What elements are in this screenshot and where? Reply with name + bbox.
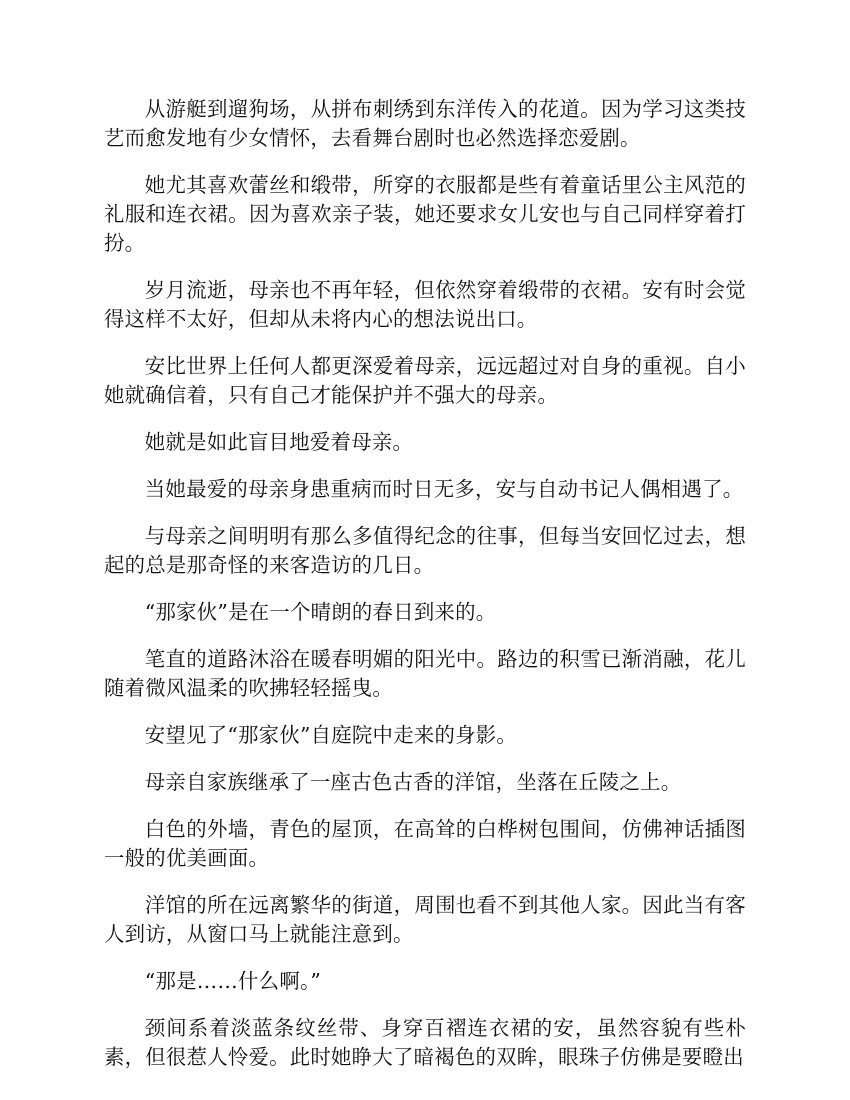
paragraph: “那是……什么啊。” — [144, 969, 322, 993]
paragraph: 当她最爱的母亲身患重病而时日无多，安与自动书记人偶相遇了。 — [144, 477, 744, 501]
paragraph: 她就是如此盲目地爱着母亲。 — [144, 430, 414, 454]
paragraph: 安望见了“那家伙”自庭院中走来的身影。 — [144, 723, 518, 747]
paragraph: 母亲自家族继承了一座古色古香的洋馆，坐落在丘陵之上。 — [144, 770, 682, 794]
paragraph: 洋馆的所在远离繁华的街道，周围也看不到其他人家。因此当有客人到访，从窗口马上就能注意到。 — [104, 893, 746, 946]
paragraph: 安比世界上任何人都更深爱着母亲，远远超过对自身的重视。自小她就确信着，只有自己才能保护并不强大的母亲。 — [104, 354, 746, 407]
paragraph: 颈间系着淡蓝条纹丝带、身穿百褶连衣裙的安，虽然容貌有些朴素，但很惹人怜爱。此时她睁大了暗褐色的双眸，眼珠子仿佛是要瞪出 — [104, 1016, 746, 1069]
paragraph: 笔直的道路沐浴在暖春明媚的阳光中。路边的积雪已渐消融，花儿随着微风温柔的吹拂轻轻摇曳。 — [104, 647, 746, 700]
document-page — [104, 95, 746, 1090]
paragraph: 她尤其喜欢蕾丝和缎带，所穿的衣服都是些有着童话里公主风范的礼服和连衣裙。因为喜欢亲子装，她还要求女儿安也与自己同样穿着打扮。 — [104, 173, 746, 255]
paragraph: 从游艇到遛狗场，从拼布刺绣到东洋传入的花道。因为学习这类技艺而愈发地有少女情怀，去看舞台剧时也必然选择恋爱剧。 — [104, 97, 746, 150]
paragraph: “那家伙”是在一个晴朗的春日到来的。 — [144, 600, 497, 624]
paragraph: 岁月流逝，母亲也不再年轻，但依然穿着缎带的衣裙。安有时会觉得这样不太好，但却从未将内心的想法说出口。 — [104, 278, 746, 331]
paragraph: 与母亲之间明明有那么多值得纪念的往事，但每当安回忆过去，想起的总是那奇怪的来客造访的几日。 — [104, 524, 746, 577]
paragraph: 白色的外墙，青色的屋顶，在高耸的白桦树包围间，仿佛神话插图一般的优美画面。 — [104, 817, 746, 870]
